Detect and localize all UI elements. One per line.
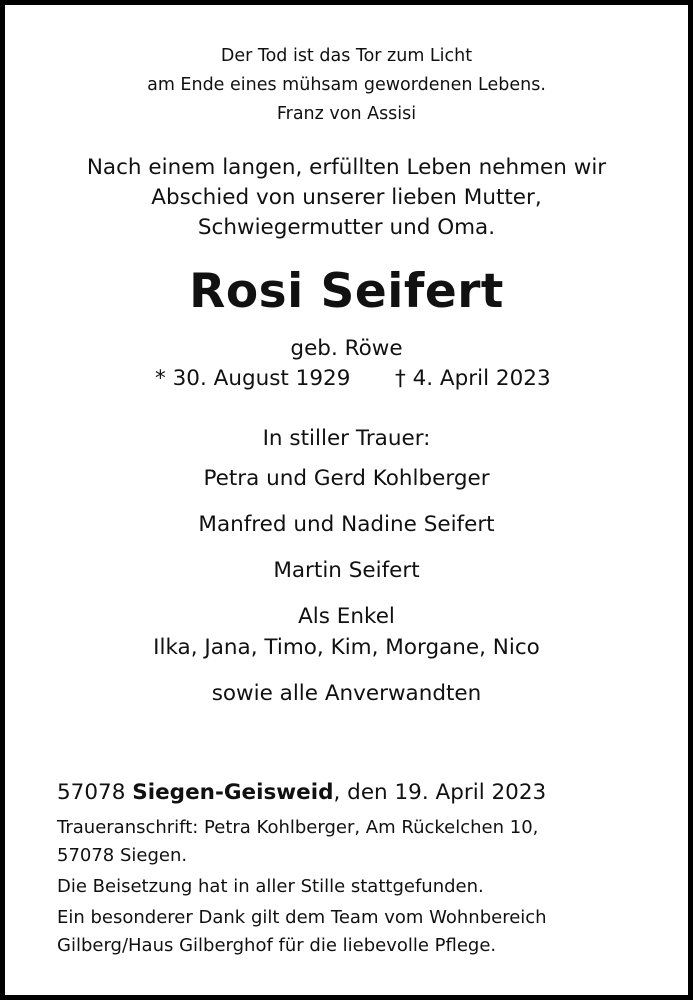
burial-note: Die Beisetzung hat in aller Stille stattgefunden. bbox=[57, 876, 484, 897]
notice-date: , den 19. April 2023 bbox=[333, 780, 547, 805]
thanks-line-2: Gilberg/Haus Gilberghof für die liebevolle Pflege. bbox=[57, 935, 497, 956]
thanks-line-1: Ein besonderer Dank gilt dem Team vom Wohnbereich bbox=[57, 907, 547, 928]
deceased-name: Rosi Seifert bbox=[189, 264, 504, 319]
address-line-1: Traueranschrift: Petra Kohlberger, Am Rückelchen 10, bbox=[57, 817, 539, 838]
place-and-date bbox=[57, 780, 546, 805]
grandchildren-heading: Als Enkel bbox=[298, 604, 395, 629]
relatives-line: sowie alle Anverwandten bbox=[211, 681, 482, 706]
intro-line-1: Nach einem langen, erfüllten Leben nehmen wir bbox=[86, 155, 607, 180]
mourner-name: Manfred und Nadine Seifert bbox=[198, 512, 495, 537]
quote-line-1: Der Tod ist das Tor zum Licht bbox=[220, 46, 473, 66]
maiden-name: geb. Röwe bbox=[290, 336, 403, 361]
mourner-name: Petra und Gerd Kohlberger bbox=[203, 466, 490, 491]
birth-date: * 30. August 1929 bbox=[155, 366, 351, 391]
intro-line-3: Schwiegermutter und Oma. bbox=[197, 215, 496, 240]
death-date: † 4. April 2023 bbox=[395, 366, 551, 391]
mourner-name: Martin Seifert bbox=[273, 558, 420, 583]
quote-line-2: am Ende eines mühsam gewordenen Lebens. bbox=[147, 75, 546, 95]
town-name: Siegen-Geisweid bbox=[132, 780, 334, 805]
mourners-heading: In stiller Trauer: bbox=[262, 426, 431, 451]
intro-line-2: Abschied von unserer lieben Mutter, bbox=[151, 185, 542, 210]
postal-code: 57078 bbox=[57, 780, 126, 805]
grandchildren-names: Ilka, Jana, Timo, Kim, Morgane, Nico bbox=[153, 635, 540, 660]
quote-author: Franz von Assisi bbox=[276, 104, 417, 124]
address-line-2: 57078 Siegen. bbox=[57, 845, 188, 866]
